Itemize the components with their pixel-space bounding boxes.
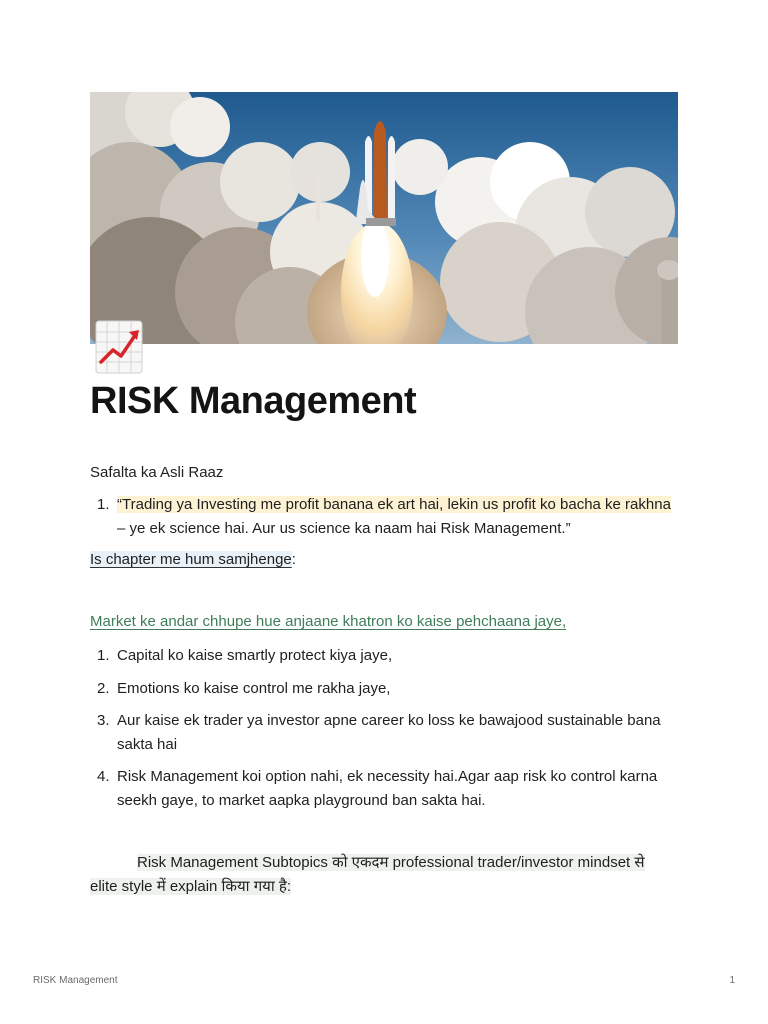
subtopics-line-1: Risk Management Subtopics को एकदम professional trader/investor mindset से: [137, 854, 645, 871]
highlighted-quote: “Trading ya Investing me profit banana ek art hai, lekin us profit ko bacha ke rakhna: [117, 496, 671, 513]
list-number: 1.: [97, 647, 110, 664]
list-item: [90, 493, 680, 540]
quote-list: [90, 493, 680, 549]
list-number: 1.: [97, 496, 110, 513]
footer-title: RISK Management: [33, 975, 118, 986]
page-title: RISK Management: [90, 380, 417, 422]
market-link[interactable]: Market ke andar chhupe hue anjaane khatron ko kaise pehchaana jaye,: [90, 613, 567, 630]
subtopics-line-2: elite style में explain किया गया है:: [90, 877, 292, 895]
rocket-launch-cover-image: [90, 92, 678, 344]
chapter-intro: [90, 548, 296, 571]
list-item: [90, 677, 680, 701]
page-number: 1: [729, 975, 735, 986]
list-number: 2.: [97, 679, 110, 697]
chapter-intro-text: Is chapter me hum samjhenge: [90, 551, 292, 568]
points-list: [90, 644, 680, 821]
subtitle: Safalta ka Asli Raaz: [90, 464, 224, 481]
list-item-text: Emotions ko kaise control me rakha jaye,: [117, 679, 391, 697]
list-item-text: Capital ko kaise smartly protect kiya jaye,: [117, 647, 393, 664]
list-item: [90, 644, 680, 668]
chapter-intro-suffix: :: [291, 551, 296, 568]
list-number: 4.: [97, 768, 110, 785]
cover-image: [90, 92, 678, 344]
list-item-text: Aur kaise ek trader ya investor apne career ko loss ke bawajood sustainable bana sakta hai: [117, 712, 661, 753]
list-item-text: Risk Management koi option nahi, ek necessity hai.Agar aap risk ko control karna seekh gaye, to market aapka playground ban sakta hai.: [117, 768, 658, 809]
subtopics-intro: [90, 851, 645, 898]
list-item: [90, 765, 680, 812]
list-item: [90, 709, 680, 756]
list-number: 3.: [97, 712, 110, 729]
chart-increasing-icon: [95, 320, 143, 374]
quote-rest: – ye ek science hai. Aur us science ka naam hai Risk Management.”: [117, 519, 571, 537]
